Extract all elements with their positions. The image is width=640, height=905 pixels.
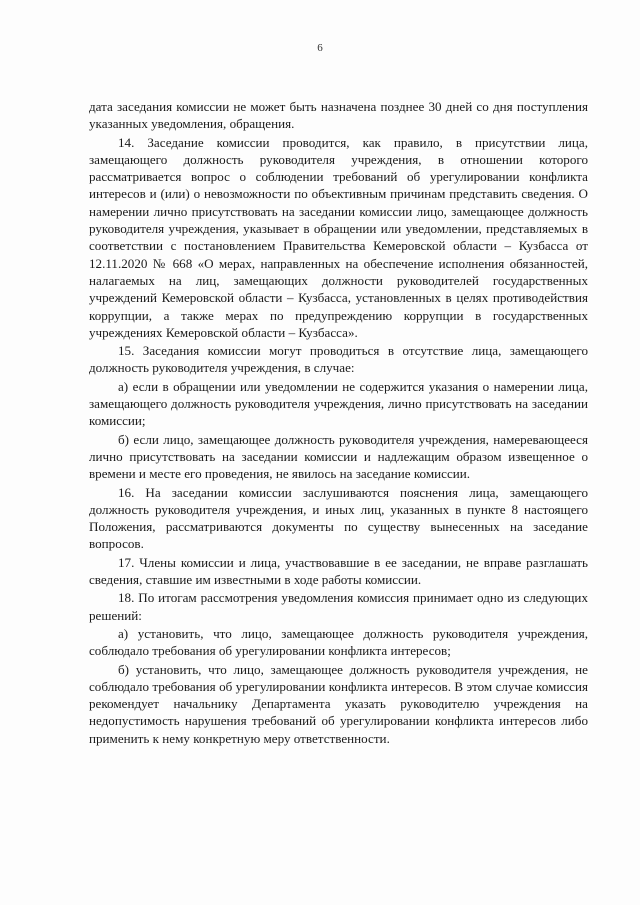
paragraph-18b: б) установить, что лицо, замещающее должность руководителя учреждения, не соблюдало требования об урегулировании конфликта интересов. В этом случае комиссия рекомендует начальнику Департамента указать руководителю учреждения на недопустимость нарушения требований об урегулировании конфликта интересов либо применить к нему конкретную меру ответственности. (89, 661, 588, 746)
paragraph-15: 15. Заседания комиссии могут проводиться в отсутствие лица, замещающего должность руководителя учреждения, в случае: (89, 343, 588, 376)
page-number: 6 (317, 42, 323, 54)
paragraph-15a: а) если в обращении или уведомлении не содержится указания о намерении лица, замещающего должность руководителя учреждения, лично присутствовать на заседании комиссии; (89, 378, 588, 429)
paragraph-18a: а) установить, что лицо, замещающее должность руководителя учреждения, соблюдало требования об урегулировании конфликта интересов; (89, 625, 588, 659)
paragraph-18: 18. По итогам рассмотрения уведомления комиссия принимает одно из следующих решений: (89, 590, 588, 623)
paragraph-15b: б) если лицо, замещающее должность руководителя учреждения, намеревающееся лично присутствовать на заседании комиссии и надлежащим образом извещенное о времени и месте его проведения, не явилось на заседание комиссии. (89, 431, 588, 482)
paragraph-16: 16. На заседании комиссии заслушиваются пояснения лица, замещающего должность руководителя учреждения, и иных лиц, указанных в пункте 8 настоящего Положения, рассматриваются документы по существу вынесенных на заседание вопросов. (89, 484, 588, 552)
document-body (89, 98, 588, 747)
paragraph-17: 17. Члены комиссии и лица, участвовавшие в ее заседании, не вправе разглашать сведения, ставшие им известными в ходе работы комиссии. (89, 554, 588, 588)
paragraph-continuation: дата заседания комиссии не может быть назначена позднее 30 дней со дня поступления указанных уведомления, обращения. (89, 99, 588, 132)
paragraph-14: 14. Заседание комиссии проводится, как правило, в присутствии лица, замещающего должность руководителя учреждения, в отношении которого рассматривается вопрос о соблюдении требований об урегулировании конфликта интересов и (или) о невозможности по объективным причинам представить сведения. О намерении лично присутствовать на заседании комиссии лицо, замещающее должность руководителя учреждения, указывает в обращении или уведомлении, представляемых в соответствии с постановлением Правительства Кемеровской области – Кузбасса от 12.11.2020 № 668 «О мерах, направленных на обеспечение исполнения обязанностей, налагаемых на лиц, замещающих должности руководителей государственных учреждений Кемеровской области – Кузбасса, установленных в целях противодействия коррупции, а также мерах по предупреждению коррупции в государственных учреждениях Кемеровской области – Кузбасса». (89, 134, 588, 340)
